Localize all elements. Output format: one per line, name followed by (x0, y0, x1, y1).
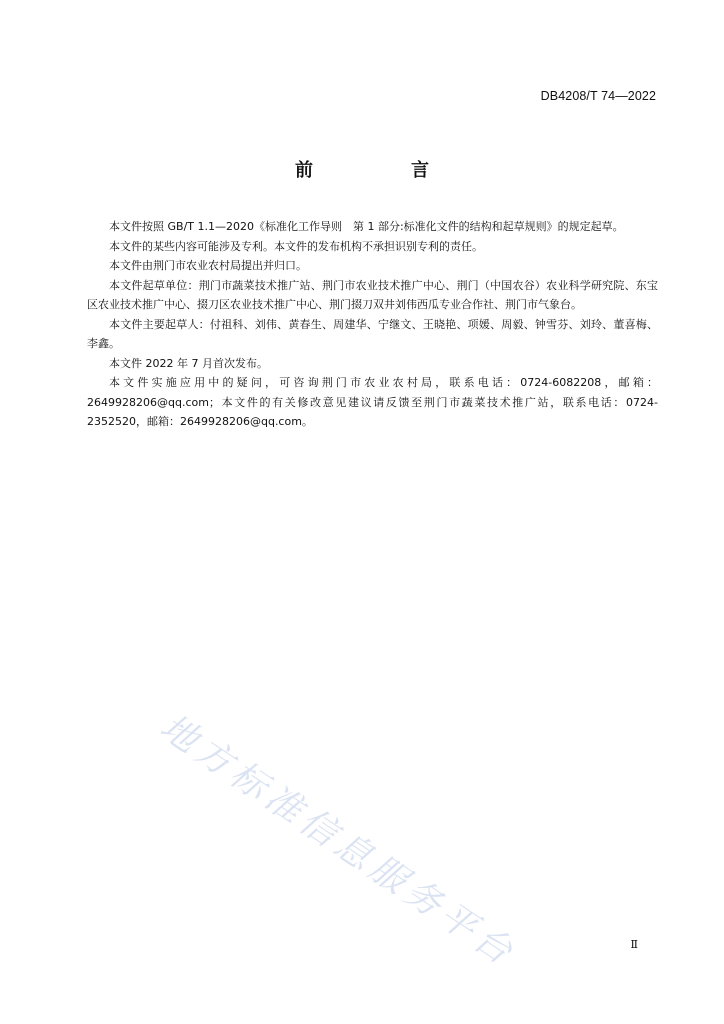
page-title: 前 言 (295, 160, 469, 181)
paragraph-proposer: 本文件由荆门市农业农村局提出并归口。 (109, 259, 307, 272)
page-number: Ⅱ (630, 938, 638, 951)
paragraph-drafters: 本文件主要起草人：付祖科、刘伟、黄春生、周建华、宁继文、王晓艳、项媛、周毅、钟雪芬、刘玲、董喜梅、李鑫。 (87, 317, 658, 350)
watermark: 地方标准信息服务平台 (152, 706, 524, 976)
document-code: DB4208/T 74—2022 (540, 89, 656, 103)
paragraph-drafting-rules: 本文件按照 GB/T 1.1—2020《标准化工作导则 第 1 部分:标准化文件的结构和起草规则》的规定起草。 (109, 220, 624, 233)
paragraph-drafting-units: 本文件起草单位：荆门市蔬菜技术推广站、荆门市农业技术推广中心、荆门（中国农谷）农业科学研究院、东宝区农业技术推广中心、掇刀区农业技术推广中心、荆门掇刀双井刘伟西瓜专业合作社、荆门市气象台。 (87, 278, 658, 311)
foreword-body (87, 217, 658, 432)
paragraph-contact: 本文件实施应用中的疑问，可咨询荆门市农业农村局，联系电话：0724-6082208，邮箱：2649928206@qq.com；本文件的有关修改意见建议请反馈至荆门市蔬菜技术推广站，联系电话：0724-2352520，邮箱：2649928206@qq.com。 (87, 376, 658, 428)
paragraph-publish-date: 本文件 2022 年 7 月首次发布。 (109, 356, 268, 370)
paragraph-patent-notice: 本文件的某些内容可能涉及专利。本文件的发布机构不承担识别专利的责任。 (109, 239, 483, 253)
